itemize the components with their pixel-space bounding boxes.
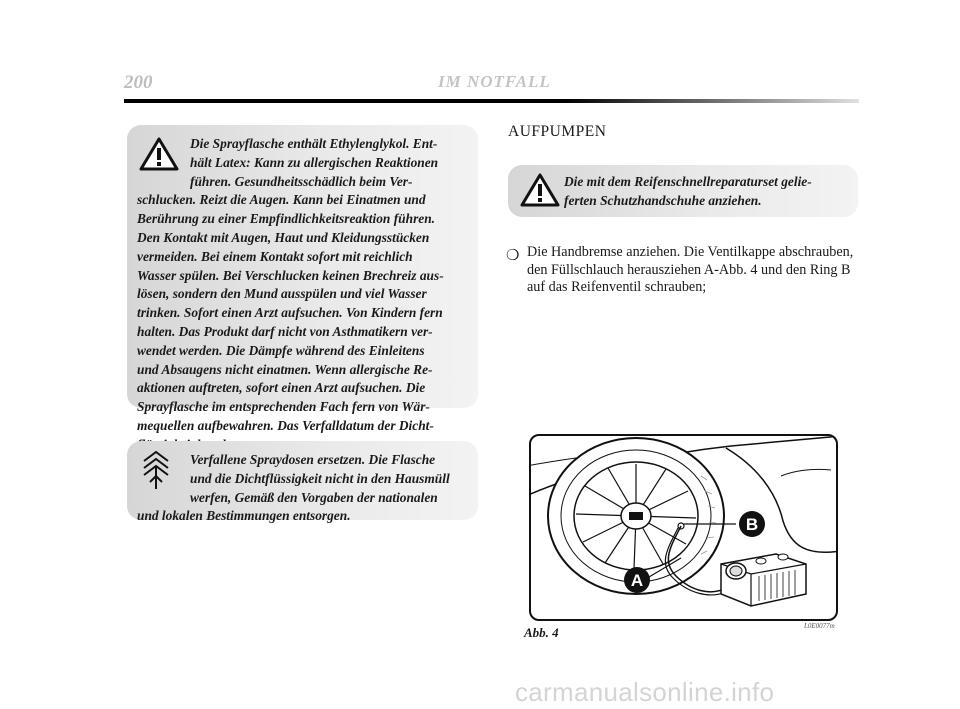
figure-caption: Abb. 4: [524, 625, 559, 640]
warning-line: aktionen auftreten, sofort einen Arzt aufsuchen. Die: [137, 380, 426, 396]
section-heading: AUFPUMPEN: [508, 123, 607, 140]
header-rule: [124, 99, 859, 103]
warning-line: halten. Das Produkt darf nicht von Asthmatikern ver-: [137, 323, 433, 339]
figure-tire-inflation: [529, 434, 838, 621]
warning-line: hält Latex: Kann zu allergischen Reaktionen: [190, 154, 439, 170]
environment-line: werfen, Gemäß den Vorgaben der nationalen: [190, 489, 438, 505]
environment-line: und die Dichtflüssigkeit nicht in den Hausmüll: [190, 470, 450, 486]
warning-line: führen. Gesundheitsschädlich beim Ver-: [190, 173, 413, 189]
warning-line: Sprayflasche im entsprechenden Fach fern von Wär-: [137, 399, 430, 415]
warning-line: Die Sprayflasche enthält Ethylenglykol. Ent-: [190, 136, 438, 151]
environment-note-text: [137, 451, 473, 526]
watermark: carmanualsonline.info: [515, 677, 775, 707]
warning-triangle-icon: [520, 173, 560, 207]
warning-line: Den Kontakt mit Augen, Haut und Kleidungsstücken: [137, 229, 430, 245]
warning-note: [127, 125, 478, 433]
bullet-marker: ❍: [506, 248, 520, 264]
environment-note: [127, 441, 478, 524]
warning-line: vermeiden. Bei einem Kontakt sofort mit reichlich: [137, 248, 413, 264]
glove-note-text: [564, 173, 849, 211]
warning-line: Wasser spülen. Bei Verschlucken keinen Brechreiz aus-: [137, 267, 444, 283]
warning-line: schlucken. Reizt die Augen. Kann bei Einatmen und: [137, 192, 426, 208]
warning-line: trinken. Sofort einen Arzt aufsuchen. Von Kindern fern: [137, 305, 443, 321]
glove-line: ferten Schutzhandschuhe anziehen.: [564, 192, 762, 208]
warning-note-text: [137, 135, 473, 455]
environment-line: Verfallene Spraydosen ersetzen. Die Flasche: [190, 452, 436, 467]
glove-note: [508, 165, 858, 217]
warning-line: Berührung zu einer Empfindlichkeitsreaktion führen.: [137, 211, 436, 227]
warning-line: und Absaugens nicht einatmen. Wenn allergische Re-: [137, 361, 433, 377]
warning-line: lösen, sondern den Mund ausspülen und viel Wasser: [137, 286, 427, 302]
environment-line: und lokalen Bestimmungen entsorgen.: [137, 508, 351, 524]
glove-line: Die mit dem Reifenschnellreparaturset gelie-: [564, 174, 812, 189]
tire-compressor-illustration: [531, 436, 836, 619]
label-a: A: [630, 571, 644, 590]
warning-line: wendet werden. Die Dämpfe während des Einleitens: [137, 342, 425, 358]
warning-line: mequellen aufbewahren. Das Verfalldatum der Dicht-: [137, 417, 434, 433]
page-number: 200: [124, 72, 153, 93]
bullet-text: Die Handbremse anziehen. Die Ventilkappe abschrauben, den Füllschlauch herausziehen A-Abb. 4 und den Ring B auf das Reifenventil schrauben;: [527, 244, 854, 296]
figure-code: L0E0077m: [804, 622, 835, 630]
label-b: B: [745, 515, 759, 534]
chapter-title: IM NOTFALL: [438, 72, 551, 91]
